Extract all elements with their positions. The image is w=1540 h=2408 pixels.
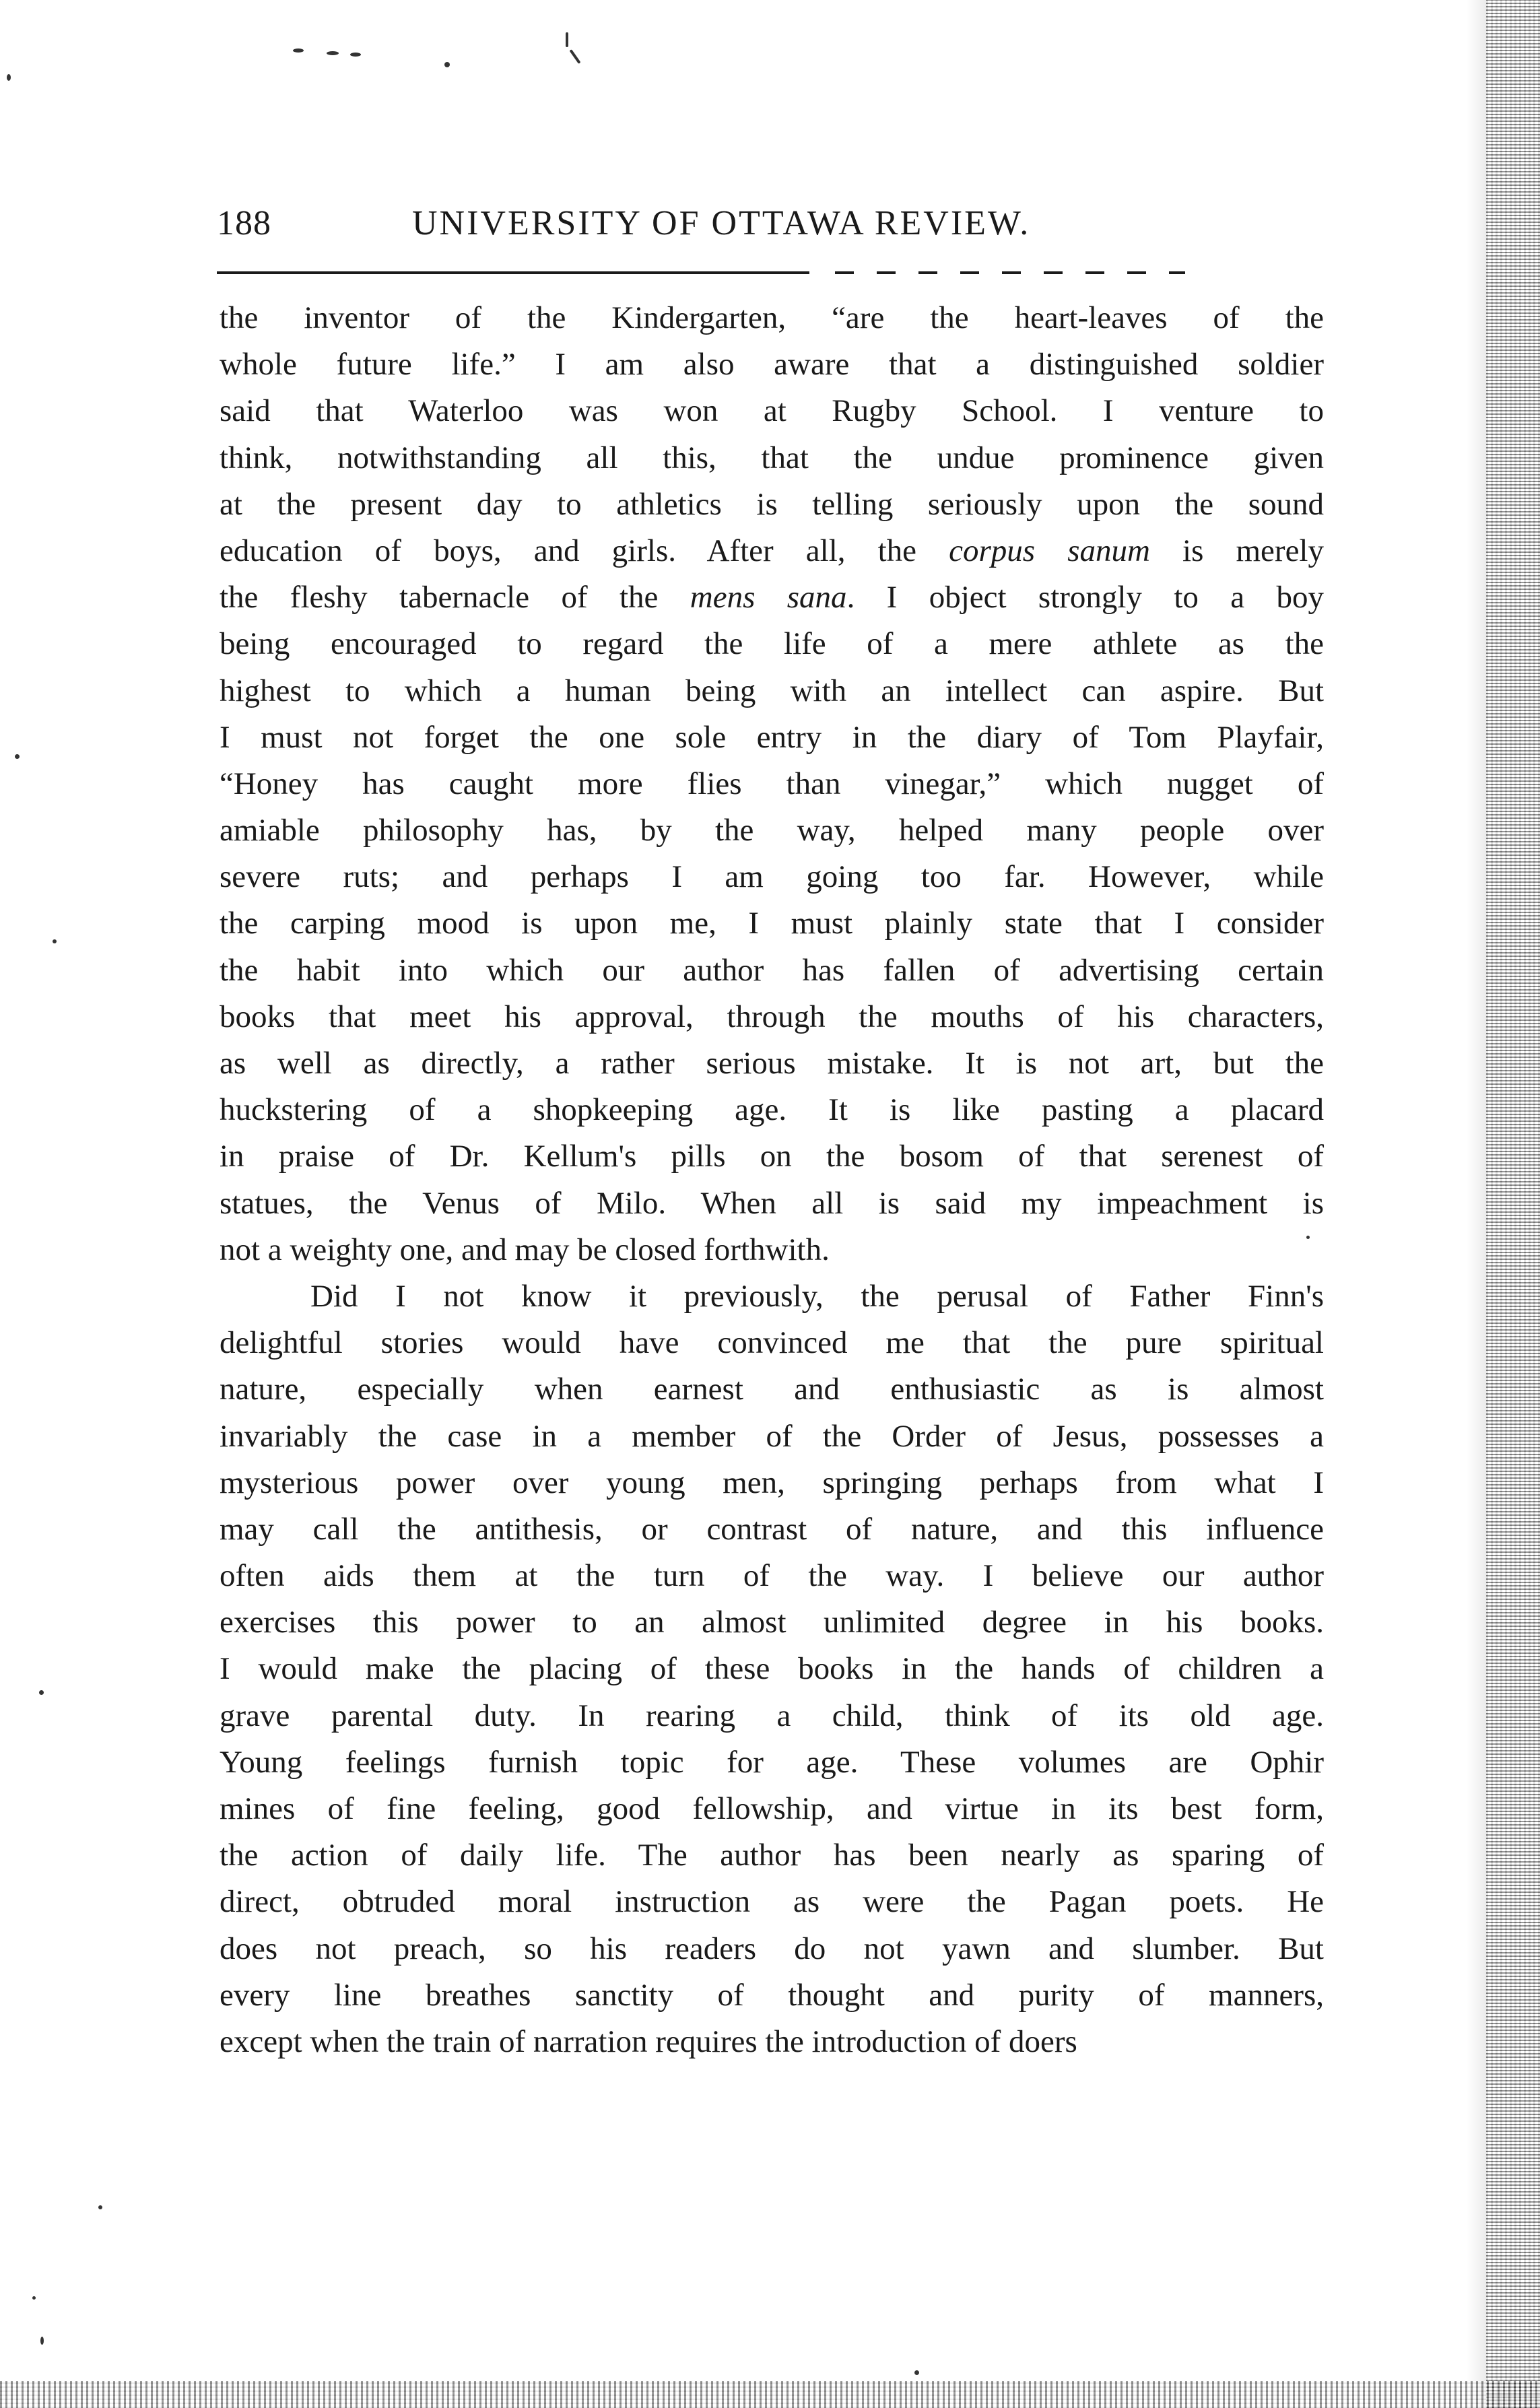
running-head: UNIVERSITY OF OTTAWA REVIEW. [412,204,1031,242]
page-header [217,203,1173,244]
scan-speck [569,49,580,64]
text-line: statues, the Venus of Milo. When all is said my impeachment is [220,1185,1324,1221]
scan-speck [7,74,11,81]
scan-speck [98,2205,102,2209]
text-line: invariably the case in a member of the Order of Jesus, possesses a [220,1418,1324,1454]
text-line: severe ruts; and perhaps I am going too far. However, while [220,859,1324,895]
text-line: often aids them at the turn of the way. I believe our author [220,1558,1324,1594]
text-line: the fleshy tabernacle of the mens sana. I object strongly to a boy [220,580,1325,615]
text-line: I would make the placing of these books in the hands of children a [220,1651,1324,1687]
scan-edge-bottom [0,2381,1540,2408]
text-line: amiable philosophy has, by the way, helped many people over [220,813,1324,848]
scan-speck [444,62,450,67]
text-line: think, notwithstanding all this, that the undue prominence given [220,440,1324,475]
text-line: every line breathes sanctity of thought and purity of manners, [220,1977,1324,2013]
text-line: Young feelings furnish topic for age. These volumes are Ophir [220,1744,1324,1780]
text-line: as well as directly, a rather serious mistake. It is not art, but the [220,1046,1324,1081]
scan-speck [327,51,339,55]
header-rule [217,271,809,274]
text-line: I must not forget the one sole entry in the diary of Tom Playfair, [220,719,1324,755]
scan-speck [293,48,304,53]
text-line: said that Waterloo was won at Rugby School. I venture to [220,393,1324,429]
text-line: not a weighty one, and may be closed forthwith. [220,1232,830,1267]
body-text [220,295,1324,2065]
text-line: being encouraged to regard the life of a mere athlete as the [220,626,1324,662]
text-line: grave parental duty. In rearing a child, think of its old age. [220,1698,1324,1733]
text-line: exercises this power to an almost unlimited degree in his books. [220,1605,1324,1640]
paragraph [220,1273,1324,2065]
text-line: huckstering of a shopkeeping age. It is like pasting a placard [220,1092,1324,1128]
scan-speck [53,939,57,943]
scan-speck [914,2370,919,2375]
text-line: does not preach, so his readers do not yawn and slumber. But [220,1931,1324,1966]
text-line: in praise of Dr. Kellum's pills on the bosom of that serenest of [220,1139,1324,1174]
text-line: Did I not know it previously, the perusal of Father Finn's [310,1278,1324,1314]
text-line: the inventor of the Kindergarten, “are the heart-leaves of the [220,300,1324,335]
header-rule-dashes [835,271,1185,274]
text-line: mines of fine feeling, good fellowship, and virtue in its best form, [220,1791,1324,1826]
text-line: education of boys, and girls. After all, the corpus sanum is merely [220,533,1324,568]
text-line: mysterious power over young men, springing perhaps from what I [220,1465,1324,1500]
paragraph [220,295,1324,1273]
text-line: may call the antithesis, or contrast of nature, and this influence [220,1511,1324,1547]
text-line: “Honey has caught more flies than vinegar,” which nugget of [220,766,1324,801]
text-line: the action of daily life. The author has been nearly as sparing of [220,1838,1324,1873]
scan-speck [566,32,568,47]
text-line: at the present day to athletics is telling seriously upon the sound [220,486,1324,522]
scan-edge-right [1486,0,1540,2408]
text-line: nature, especially when earnest and enthusiastic as is almost [220,1372,1324,1407]
text-line: except when the train of narration requires the introduction of doers [220,2024,1077,2059]
page-number: 188 [217,204,271,242]
text-line: highest to which a human being with an intellect can aspire. But [220,673,1324,708]
text-line: books that meet his approval, through the mouths of his characters, [220,999,1324,1034]
scan-speck [39,1690,44,1695]
scan-speck [32,2296,36,2300]
text-line: the habit into which our author has fallen of advertising certain [220,952,1324,988]
text-line: direct, obtruded moral instruction as were the Pagan poets. He [220,1884,1324,1920]
scan-speck [15,754,20,759]
scan-edge-shadow [1466,0,1486,2408]
text-line: whole future life.” I am also aware that a distinguished soldier [220,347,1324,382]
text-line: delightful stories would have convinced me that the pure spiritual [220,1325,1324,1361]
text-line: the carping mood is upon me, I must plainly state that I consider [220,906,1324,941]
scan-speck [350,53,361,57]
scan-speck [40,2337,44,2345]
